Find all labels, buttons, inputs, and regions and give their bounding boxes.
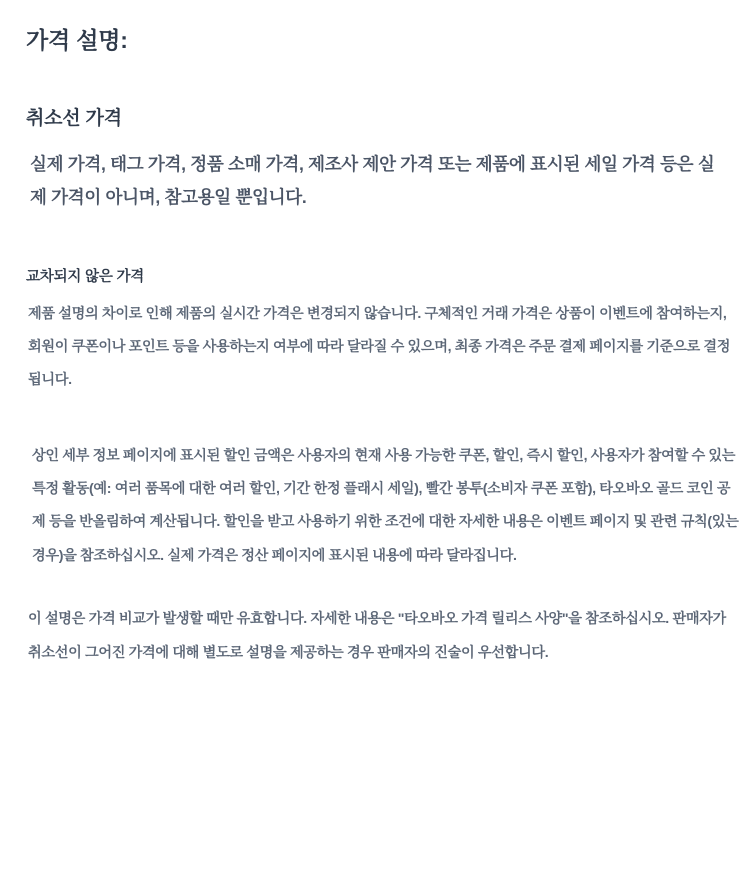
paragraph-discount-calculation: 상인 세부 정보 페이지에 표시된 할인 금액은 사용자의 현재 사용 가능한 쿠폰, 할인, 즉시 할인, 사용자가 참여할 수 있는 특정 활동(예: 여러 품목에 대한 여러 할인, 기간 한정 플래시 세일), 빨간 봉투(소비자 쿠폰 포함), 타오바오 골드 코인 공제 등을 반올림하여 계산됩니다. 할인을 받고 사용하기 위한 조건에 대한 자세한 내용은 이벤트 페이지 및 관련 규칙(있는 경우)을 참조하십시오. 실제 가격은 정산 페이지에 표시된 내용에 따라 달라집니다.: [32, 447, 739, 564]
section-heading-strikethrough-price: 취소선 가격: [26, 108, 122, 129]
paragraph-realtime-price: 제품 설명의 차이로 인해 제품의 실시간 가격은 변경되지 않습니다. 구체적인 거래 가격은 상품이 이벤트에 참여하는지, 회원이 쿠폰이나 포인트 등을 사용하는지 여부에 따라 달라질 수 있으며, 최종 가격은 주문 결제 페이지를 기준으로 결정됩니다.: [28, 305, 731, 389]
section-lead-text: 실제 가격, 태그 가격, 정품 소매 가격, 제조사 제안 가격 또는 제품에 표시된 세일 가격 등은 실제 가격이 아니며, 참고용일 뿐입니다.: [30, 154, 715, 208]
page-title: 가격 설명:: [26, 27, 128, 53]
bottom-spacer: [0, 670, 750, 710]
paragraph-price-comparison-validity: 이 설명은 가격 비교가 발생할 때만 유효합니다. 자세한 내용은 "타오바오 가격 릴리스 사양"을 참조하십시오. 판매자가 취소선이 그어진 가격에 대해 별도로 설명을 제공하는 경우 판매자의 진술이 우선합니다.: [28, 611, 726, 661]
section-heading-non-crossed-price: 교차되지 않은 가격: [26, 268, 145, 285]
